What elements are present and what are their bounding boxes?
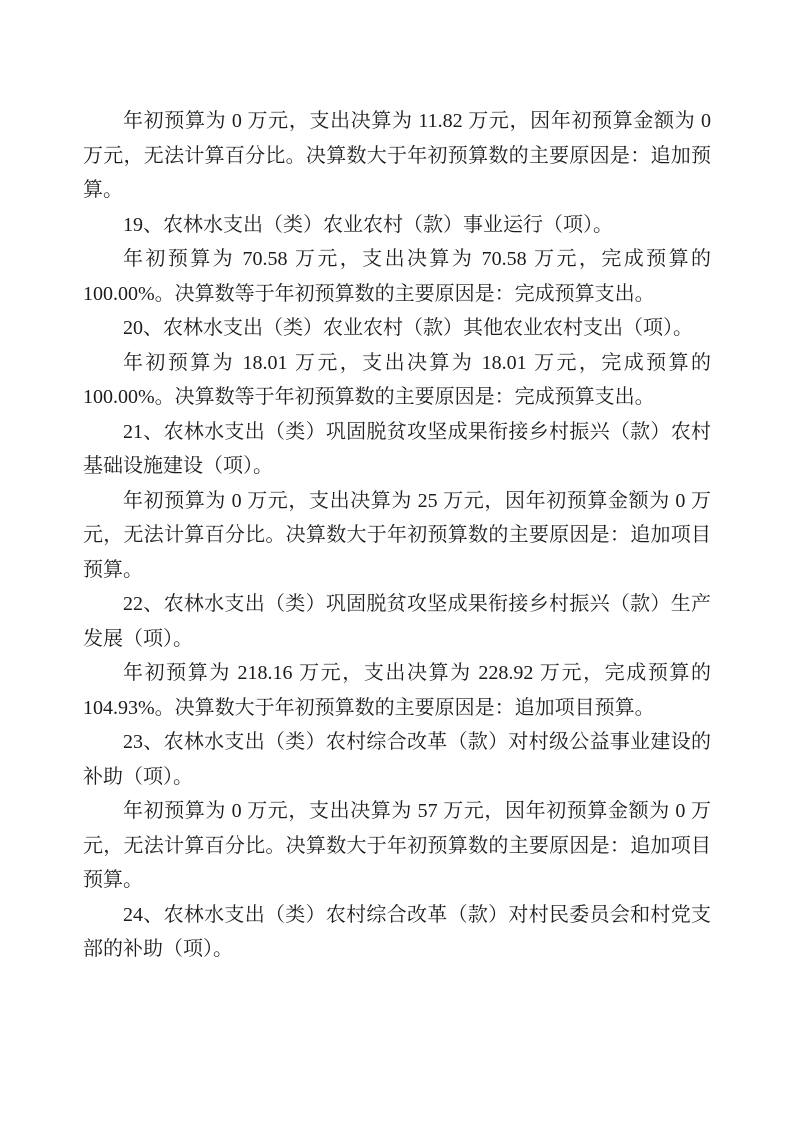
document-body: [83, 104, 711, 967]
paragraph: 年初预算为 0 万元，支出决算为 57 万元，因年初预算金额为 0 万元，无法计算百分比。决算数大于年初预算数的主要原因是：追加项目预算。: [83, 800, 711, 891]
paragraph: 年初预算为 0 万元，支出决算为 25 万元，因年初预算金额为 0 万元，无法计算百分比。决算数大于年初预算数的主要原因是：追加项目预算。: [83, 489, 711, 581]
paragraph: 24、农林水支出（类）农村综合改革（款）对村民委员会和村党支部的补助（项）。: [83, 903, 711, 960]
paragraph: 年初预算为 218.16 万元，支出决算为 228.92 万元，完成预算的 104.93%。决算数大于年初预算数的主要原因是：追加项目预算。: [83, 662, 711, 719]
paragraph: 22、农林水支出（类）巩固脱贫攻坚成果衔接乡村振兴（款）生产发展（项）。: [83, 593, 711, 650]
paragraph: 年初预算为 70.58 万元，支出决算为 70.58 万元，完成预算的 100.00%。决算数等于年初预算数的主要原因是：完成预算支出。: [83, 248, 711, 305]
paragraph: 20、农林水支出（类）农业农村（款）其他农业农村支出（项）。: [123, 317, 693, 339]
paragraph: 年初预算为 18.01 万元，支出决算为 18.01 万元，完成预算的 100.00%。决算数等于年初预算数的主要原因是：完成预算支出。: [83, 351, 711, 408]
paragraph: 19、农林水支出（类）农业农村（款）事业运行（项）。: [123, 213, 613, 236]
paragraph: 21、农林水支出（类）巩固脱贫攻坚成果衔接乡村振兴（款）农村基础设施建设（项）。: [83, 420, 711, 477]
paragraph: 年初预算为 0 万元，支出决算为 11.82 万元，因年初预算金额为 0 万元，无法计算百分比。决算数大于年初预算数的主要原因是：追加预算。: [83, 110, 711, 201]
paragraph: 23、农林水支出（类）农村综合改革（款）对村级公益事业建设的补助（项）。: [83, 731, 711, 788]
